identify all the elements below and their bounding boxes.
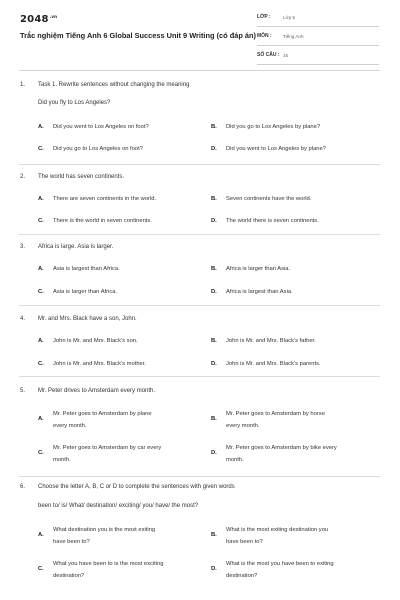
option-letter: B. (211, 416, 217, 422)
meta-key: LỚP : (257, 14, 271, 20)
meta-value: Lớp 6 (283, 15, 295, 20)
meta-row-class (257, 13, 379, 27)
option-letter: B. (211, 532, 217, 538)
option-text-line2: destination? (226, 573, 258, 579)
option-text: John is Mr. and Mrs. Black’s son. (53, 338, 138, 344)
option-letter: C. (38, 450, 44, 456)
option-text: Did you go to Los Angeles by plane? (226, 124, 321, 130)
option-letter: C. (38, 218, 44, 224)
option-c[interactable] (38, 558, 208, 584)
option-letter: D. (211, 361, 217, 367)
question-number: 5. (20, 388, 26, 394)
option-text: John is Mr. and Mrs. Black’s mother. (53, 361, 146, 367)
option-text-line1: What is the most you have been to exiting (226, 561, 334, 567)
question-prompt: been to/ is/ What/ destination/ exciting/ you/ have/ the most? (38, 503, 199, 509)
question-prompt: Did you fly to Los Angeles? (38, 100, 111, 106)
option-text-line1: What destination you is the most exiting (53, 527, 156, 533)
option-text: Did you go to Los Angeles on foot? (53, 146, 143, 152)
option-text-line2: month. (53, 457, 71, 463)
option-text: John is Mr. and Mrs. Black’s father. (226, 338, 316, 344)
option-a[interactable] (38, 524, 208, 550)
option-text-line1: Mr. Peter goes to Amsterdam by plane (53, 411, 152, 417)
meta-row-count (257, 51, 379, 65)
option-d[interactable] (211, 558, 381, 584)
question-number: 6. (20, 484, 26, 490)
page-title: Trắc nghiệm Tiếng Anh 6 Global Success Unit 9 Writing (có đáp án) (20, 31, 256, 40)
question-text: Africa is large. Asia is larger. (38, 244, 114, 250)
option-letter: B. (211, 266, 217, 272)
option-text: Seven continents have the world. (226, 196, 312, 202)
option-letter: D. (211, 566, 217, 572)
question-text: The world has seven continents. (38, 174, 125, 180)
option-text: Africa is largest than Asia. (226, 289, 293, 295)
option-text-line1: Mr. Peter goes to Amsterdam by bike every (226, 445, 337, 451)
header-divider (19, 70, 380, 71)
option-text: Did you went to Los Angeles on foot? (53, 124, 149, 130)
question-text: Choose the letter A, B, C or D to complete the sentences with given words (38, 484, 235, 490)
option-letter: A. (38, 416, 44, 422)
question-number: 3. (20, 244, 26, 250)
question-text: Task 1. Rewrite sentences without changing the meaning (38, 82, 190, 88)
option-text-line2: have been to? (53, 539, 90, 545)
option-text: The world there is seven continents. (226, 218, 319, 224)
option-letter: C. (38, 289, 44, 295)
option-text-line2: have been to? (226, 539, 263, 545)
option-text: Asia is larger than Africa. (53, 289, 118, 295)
logo-text: 2048 (20, 14, 49, 25)
question-divider (19, 476, 380, 477)
meta-key: MÔN : (257, 33, 272, 39)
question-text: Mr. Peter drives to Amsterdam every month. (38, 388, 156, 394)
option-letter: B. (211, 124, 217, 130)
option-text-line1: Mr. Peter goes to Amsterdam by car every (53, 445, 162, 451)
option-letter: A. (38, 338, 44, 344)
option-text-line1: What is the most exiting destination you (226, 527, 329, 533)
question-number: 4. (20, 316, 26, 322)
option-letter: B. (211, 338, 217, 344)
option-text-line2: destination? (53, 573, 85, 579)
option-text: Asia is largest than Africa. (53, 266, 120, 272)
meta-key: SỐ CÂU : (257, 52, 280, 58)
page-header (0, 0, 400, 62)
question-divider (19, 164, 380, 165)
option-letter: C. (38, 361, 44, 367)
option-a[interactable] (38, 408, 208, 434)
option-letter: C. (38, 146, 44, 152)
option-text-line2: every month. (53, 423, 87, 429)
option-text: John is Mr. and Mrs. Black’s parents. (226, 361, 321, 367)
option-text: There is the world in seven continents. (53, 218, 152, 224)
option-letter: D. (211, 450, 217, 456)
question-number: 1. (20, 82, 26, 88)
option-letter: C. (38, 566, 44, 572)
option-letter: B. (211, 196, 217, 202)
meta-row-subject (257, 32, 379, 46)
option-letter: D. (211, 146, 217, 152)
logo-suffix: .vn (49, 14, 58, 19)
site-logo[interactable] (20, 14, 57, 25)
question-divider (19, 234, 380, 235)
meta-info (257, 13, 379, 70)
option-letter: A. (38, 532, 44, 538)
option-d[interactable] (211, 442, 381, 468)
option-c[interactable] (38, 442, 208, 468)
option-text-line2: every month. (226, 423, 260, 429)
option-text-line1: What you have been to is the most exciting (53, 561, 164, 567)
option-b[interactable] (211, 408, 381, 434)
option-text-line1: Mr. Peter goes to Amsterdam by horse (226, 411, 325, 417)
meta-value: Tiếng Anh (283, 34, 304, 39)
question-number: 2. (20, 174, 26, 180)
option-text: There are seven continents in the world. (53, 196, 157, 202)
meta-value: 15 (283, 53, 289, 58)
option-text: Africa is larger than Asia. (226, 266, 291, 272)
option-letter: D. (211, 289, 217, 295)
question-text: Mr. and Mrs. Black have a son, John. (38, 316, 137, 322)
option-letter: A. (38, 124, 44, 130)
question-divider (19, 376, 380, 377)
option-letter: A. (38, 266, 44, 272)
option-letter: D. (211, 218, 217, 224)
question-divider (19, 305, 380, 306)
option-text: Did you went to Los Angeles by plane? (226, 146, 326, 152)
option-b[interactable] (211, 524, 381, 550)
option-text-line2: month. (226, 457, 244, 463)
option-letter: A. (38, 196, 44, 202)
